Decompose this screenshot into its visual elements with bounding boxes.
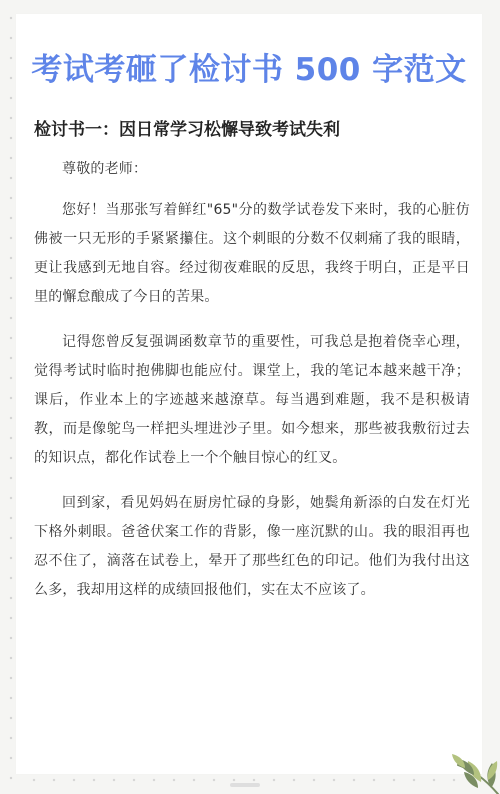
document-body <box>34 155 470 621</box>
bottom-tab-mark <box>230 783 260 787</box>
page-title: 考试考砸了检讨书 500 字范文 <box>31 52 467 88</box>
paper-sheet <box>16 14 482 774</box>
paragraph-3: 回到家，看见妈妈在厨房忙碌的身影，她鬓角新添的白发在灯光下格外刺眼。爸爸伏案工作的背影，像一座沉默的山。我的眼泪再也忍不住了，滴落在试卷上，晕开了那些红色的印记。他们为我付出这么多，我却用这样的成绩回报他们，实在太不应该了。 <box>34 495 470 598</box>
section-title: 检讨书一：因日常学习松懈导致考试失利 <box>34 120 340 140</box>
paragraph-2: 记得您曾反复强调函数章节的重要性，可我总是抱着侥幸心理，觉得考试时临时抱佛脚也能应付。课堂上，我的笔记本越来越干净；课后，作业本上的字迹越来越潦草。每当遇到难题，我不是积极请教，而是像鸵鸟一样把头埋进沙子里。如今想来，那些被我敷衍过去的知识点，都化作试卷上一个个触目惊心的红叉。 <box>34 334 470 466</box>
paragraph-1: 您好！当那张写着鲜红"65"分的数学试卷发下来时，我的心脏仿佛被一只无形的手紧紧攥住。这个刺眼的分数不仅刺痛了我的眼睛，更让我感到无地自容。经过彻夜难眠的反思，我终于明白，正是平日里的懈怠酿成了今日的苦果。 <box>34 202 470 305</box>
greeting: 尊敬的老师： <box>62 161 148 177</box>
left-dotted-border <box>7 8 15 784</box>
decorative-leaves-icon <box>408 716 500 794</box>
